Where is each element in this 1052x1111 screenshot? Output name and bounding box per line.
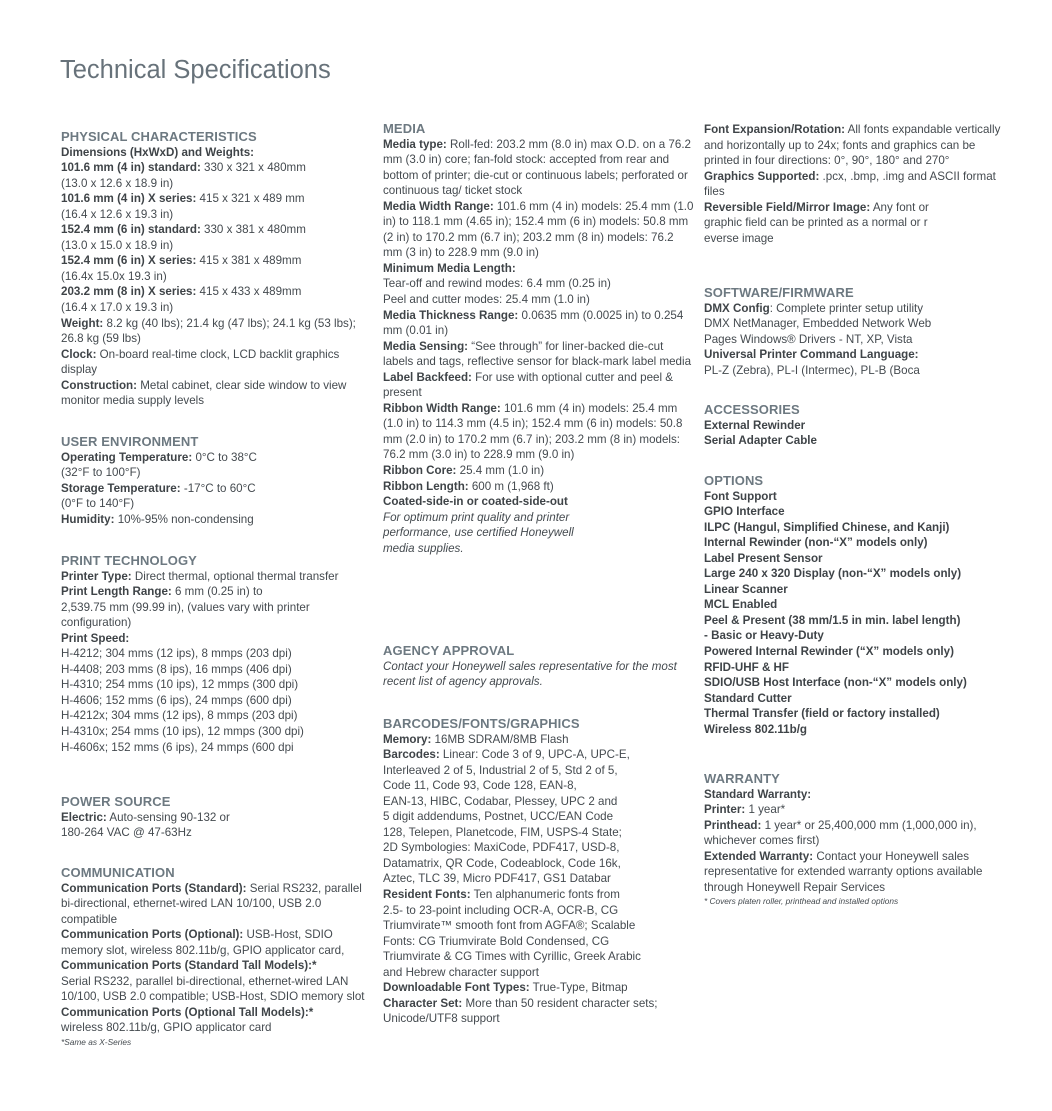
spec-value: 0°C to 38°C <box>192 450 257 464</box>
spec-label: Extended Warranty: <box>704 849 814 863</box>
spec-label: Operating Temperature: <box>61 450 193 464</box>
spec-value: Contact your Honeywell sales representative for extended warranty options available through Honeywell Repair Services <box>704 849 983 894</box>
spec-row <box>61 238 373 254</box>
spec-label: Weight: <box>61 316 104 330</box>
section-communication <box>61 865 373 1048</box>
section-heading: WARRANTY <box>704 771 780 786</box>
list-item: RFID-UHF & HF <box>704 660 790 674</box>
spec-label: Construction: <box>61 378 137 392</box>
spec-value: 10%-95% non-condensing <box>114 512 254 526</box>
speed-row: H-4310x; 254 mms (10 ips), 12 mmps (300 dpi) <box>61 724 304 738</box>
spec-label: Print Length Range: <box>61 585 172 599</box>
spec-value: 2D Symbologies: MaxiCode, PDF417, USD-8, <box>383 841 620 855</box>
spec-row <box>61 269 373 285</box>
spec-label: Electric: <box>61 810 107 824</box>
spec-value: 25.4 mm (1.0 in) <box>456 463 545 477</box>
list-item: MCL Enabled <box>704 598 778 612</box>
spec-value: Aztec, TLC 39, Micro PDF417, GS1 Databar <box>383 872 611 886</box>
spec-label: Printer Type: <box>61 569 132 583</box>
spec-value: (16.4 x 12.6 x 19.3 in) <box>61 207 174 221</box>
spec-value: everse image <box>704 231 774 245</box>
spec-label: Humidity: <box>61 512 115 526</box>
spec-value: (13.0 x 12.6 x 18.9 in) <box>61 176 174 190</box>
spec-label: Ribbon Core: <box>383 463 457 477</box>
spec-label: 203.2 mm (8 in) X series: <box>61 285 197 299</box>
section-heading: ACCESSORIES <box>704 402 800 417</box>
section-software-firmware <box>704 285 1016 378</box>
spec-weight <box>61 316 373 347</box>
spec-value: 415 x 321 x 489 mm <box>196 192 305 206</box>
section-warranty <box>704 771 1016 907</box>
spec-label: Label Backfeed: <box>383 370 472 384</box>
section-print-technology <box>61 553 373 755</box>
section-options <box>704 473 1016 737</box>
spec-label: Graphics Supported: <box>704 169 820 183</box>
spec-value: 2,539.75 mm (99.99 in), (values vary with printer configuration) <box>61 600 310 630</box>
spec-value: Triumvirate™ smooth font from AGFA®; Scalable <box>383 919 636 933</box>
spec-value: .pcx, .bmp, .img and ASCII format files <box>704 169 996 199</box>
spec-value: All fonts expandable vertically and horizontally up to 24x; fonts and graphics can be printed in four directions: 0°, 90°, 180° and 270° <box>704 123 1001 168</box>
page-title: Technical Specifications <box>60 56 331 84</box>
speed-row: H-4408; 203 mms (8 ips), 16 mmps (406 dpi) <box>61 662 292 676</box>
spec-row <box>61 191 373 207</box>
spec-label: 152.4 mm (6 in) standard: <box>61 223 201 237</box>
spec-label: 101.6 mm (4 in) X series: <box>61 192 197 206</box>
spec-label: Character Set: <box>383 996 463 1010</box>
spec-value: USB-Host, SDIO memory slot, wireless 802.11b/g, GPIO applicator card, <box>61 928 345 957</box>
list-item: - Basic or Heavy-Duty <box>704 629 824 643</box>
list-item: Standard Cutter <box>704 691 792 705</box>
spec-value: (13.0 x 15.0 x 18.9 in) <box>61 238 174 252</box>
spec-value: Auto-sensing 90-132 or <box>106 810 230 824</box>
spec-row <box>61 160 373 176</box>
spec-label: Printer: <box>704 803 746 817</box>
spec-label: DMX Config <box>704 301 770 315</box>
spec-value: 180-264 VAC @ 47-63Hz <box>61 826 192 840</box>
spec-value: Peel and cutter modes: 25.4 mm (1.0 in) <box>383 292 590 306</box>
list-item: Peel & Present (38 mm/1.5 in min. label length) <box>704 613 961 627</box>
spec-value: 1 year* <box>745 803 786 817</box>
spec-value: 128, Telepen, Planetcode, FIM, USPS-4 State; <box>383 825 622 839</box>
media-note: performance, use certified Honeywell <box>383 526 574 540</box>
spec-label: Storage Temperature: <box>61 481 181 495</box>
speed-row: H-4606; 152 mms (6 ips), 24 mmps (600 dpi) <box>61 693 292 707</box>
spec-value: 2.5- to 23-point including OCR-A, OCR-B, CG <box>383 903 619 917</box>
section-heading: OPTIONS <box>704 473 764 488</box>
spec-value: 415 x 433 x 489mm <box>196 285 302 299</box>
media-note: For optimum print quality and printer <box>383 510 570 524</box>
spec-row <box>61 253 373 269</box>
spec-value: 600 m (1,968 ft) <box>468 479 554 493</box>
section-heading: POWER SOURCE <box>61 794 171 809</box>
list-item: GPIO Interface <box>704 505 785 519</box>
spec-label: Reversible Field/Mirror Image: <box>704 200 871 214</box>
spec-label: Barcodes: <box>383 748 440 762</box>
section-heading: AGENCY APPROVAL <box>383 643 515 658</box>
section-heading: MEDIA <box>383 121 426 136</box>
spec-value: Serial RS232, parallel bi-directional, ethernet-wired LAN 10/100, USB 2.0 compatible <box>61 881 362 926</box>
spec-value: 101.6 mm (4 in) models: 25.4 mm (1.0 in) to 114.3 mm (4.5 in); 152.4 mm (6 in) models: 50.8 mm (2.0 in) to 170.2 mm (6.7 in); 203.2 mm (8 in) models: 76.2 mm (3.0 in) to 228.9 mm (9.0 in) <box>383 401 683 462</box>
section-barcodes-fonts-graphics <box>383 716 695 1027</box>
spec-value: True-Type, Bitmap <box>529 981 628 995</box>
spec-value: Metal cabinet, clear side window to view monitor media supply levels <box>61 378 347 408</box>
section-media <box>383 121 695 556</box>
spec-label: Font Expansion/Rotation: <box>704 123 846 136</box>
list-item: Label Present Sensor <box>704 551 823 565</box>
spec-value: 330 x 381 x 480mm <box>200 223 306 237</box>
footnote: * Covers platen roller, printhead and installed options <box>704 896 899 907</box>
spec-value: and Hebrew character support <box>383 965 539 979</box>
spec-value: (32°F to 100°F) <box>61 466 141 480</box>
spec-value: 415 x 381 x 489mm <box>196 254 302 268</box>
spec-value: 101.6 mm (4 in) models: 25.4 mm (1.0 in) to 118.1 mm (4.65 in); 152.4 mm (6 in) models: 50.8 mm (2 in) to 170.2 mm (6.7 in); 203.2 mm (8 in) models: 76.2 mm (3 in) to 228.9 mm (9.0 in) <box>383 199 694 260</box>
spec-label: Communication Ports (Standard): <box>61 881 247 895</box>
spec-value: Direct thermal, optional thermal transfer <box>131 569 339 583</box>
spec-row <box>61 176 373 192</box>
spec-label: Print Speed: <box>61 631 130 645</box>
spec-value: Code 11, Code 93, Code 128, EAN-8, <box>383 779 577 793</box>
list-item: SDIO/USB Host Interface (non-“X” models only) <box>704 676 967 690</box>
section-agency-approval <box>383 643 695 690</box>
spec-value: (16.4 x 17.0 x 19.3 in) <box>61 300 174 314</box>
spec-value: 6 mm (0.25 in) to <box>171 585 263 599</box>
section-accessories <box>704 402 1016 449</box>
spec-value: Tear-off and rewind modes: 6.4 mm (0.25 in) <box>383 277 611 291</box>
spec-value: Triumvirate & CG Times with Cyrillic, Greek Arabic <box>383 950 641 964</box>
spec-construction <box>61 378 373 409</box>
spec-value: PL-Z (Zebra), PL-I (Intermec), PL-B (Boca <box>704 363 920 377</box>
spec-value: Linear: Code 3 of 9, UPC-A, UPC-E, <box>439 748 630 762</box>
spec-label: Ribbon Width Range: <box>383 401 501 415</box>
spec-value: More than 50 resident character sets; Unicode/UTF8 support <box>383 996 658 1026</box>
spec-value: Roll-fed: 203.2 mm (8.0 in) max O.D. on a 76.2 mm (3.0 in) core; fan-fold stock: accepted from rear and bottom of printer; die-cut or continuous labels; perforated or continuous tag/ ticket stock <box>383 137 691 198</box>
spec-row <box>61 284 373 300</box>
agency-text: Contact your Honeywell sales representative for the most recent list of agency approvals. <box>383 659 677 689</box>
section-physical-characteristics <box>61 129 373 409</box>
spec-label: 101.6 mm (4 in) standard: <box>61 161 201 175</box>
footnote: *Same as X-Series <box>61 1036 132 1047</box>
spec-clock <box>61 347 373 378</box>
spec-label: Communication Ports (Optional Tall Models):* <box>61 1005 314 1019</box>
list-item: Internal Rewinder (non-“X” models only) <box>704 536 928 550</box>
spec-row <box>61 300 373 316</box>
spec-value: 8.2 kg (40 lbs); 21.4 kg (47 lbs); 24.1 kg (53 lbs); 26.8 kg (59 lbs) <box>61 316 356 346</box>
spec-value: : Complete printer setup utility <box>769 301 924 315</box>
section-heading: USER ENVIRONMENT <box>61 434 199 449</box>
list-item: Thermal Transfer (field or factory installed) <box>704 707 940 721</box>
spec-value: Fonts: CG Triumvirate Bold Condensed, CG <box>383 934 610 948</box>
spec-value: 5 digit addendums, Postnet, UCC/EAN Code <box>383 810 614 824</box>
spec-value: “See through” for liner-backed die-cut labels and tags, reflective sensor for black-mark label media <box>383 339 692 369</box>
spec-value: -17°C to 60°C <box>180 481 256 495</box>
spec-label: Dimensions (HxWxD) and Weights: <box>61 145 255 159</box>
spec-label: Ribbon Length: <box>383 479 469 493</box>
list-item: External Rewinder <box>704 418 806 432</box>
spec-value: wireless 802.11b/g, GPIO applicator card <box>61 1021 272 1035</box>
spec-label: Minimum Media Length: <box>383 261 516 275</box>
spec-label: Media type: <box>383 137 447 151</box>
section-user-environment <box>61 434 373 527</box>
list-item: Linear Scanner <box>704 582 788 596</box>
spec-label: Clock: <box>61 347 97 361</box>
spec-value: DMX NetManager, Embedded Network Web <box>704 317 932 331</box>
list-item: Font Support <box>704 489 777 503</box>
spec-label: Media Sensing: <box>383 339 469 353</box>
spec-label: Standard Warranty: <box>704 787 812 801</box>
spec-label: Resident Fonts: <box>383 887 471 901</box>
spec-value: Serial RS232, parallel bi-directional, ethernet-wired LAN 10/100, USB 2.0 compatible; USB-Host, SDIO memory slot <box>61 974 365 1004</box>
spec-label: Coated-side-in or coated-side-out <box>383 495 568 509</box>
spec-label: Memory: <box>383 732 432 746</box>
spec-value: Interleaved 2 of 5, Industrial 2 of 5, Std 2 of 5, <box>383 763 618 777</box>
spec-label: Media Thickness Range: <box>383 308 519 322</box>
list-item: Serial Adapter Cable <box>704 434 817 448</box>
section-heading: COMMUNICATION <box>61 865 175 880</box>
spec-value: EAN-13, HIBC, Codabar, Plessey, UPC 2 and <box>383 794 618 808</box>
speed-row: H-4606x; 152 mms (6 ips), 24 mmps (600 dpi <box>61 740 294 754</box>
spec-row <box>61 207 373 223</box>
speed-row: H-4212; 304 mms (12 ips), 8 mmps (203 dpi) <box>61 647 292 661</box>
section-heading: PRINT TECHNOLOGY <box>61 553 197 568</box>
spec-value: Datamatrix, QR Code, Codeablock, Code 16k, <box>383 856 621 870</box>
section-heading: PHYSICAL CHARACTERISTICS <box>61 129 257 144</box>
media-note: media supplies. <box>383 541 464 555</box>
spec-value: (16.4x 15.0x 19.3 in) <box>61 269 167 283</box>
section-heading: SOFTWARE/FIRMWARE <box>704 285 854 300</box>
spec-value: 1 year* or 25,400,000 mm (1,000,000 in), whichever comes first) <box>704 818 977 848</box>
spec-value: On-board real-time clock, LCD backlit graphics display <box>61 347 340 377</box>
list-item: Powered Internal Rewinder (“X” models only) <box>704 644 954 658</box>
speed-row: H-4212x; 304 mms (12 ips), 8 mmps (203 dpi) <box>61 709 298 723</box>
speed-row: H-4310; 254 mms (10 ips), 12 mmps (300 dpi) <box>61 678 299 692</box>
spec-label: Downloadable Font Types: <box>383 981 530 995</box>
list-item: Large 240 x 320 Display (non-“X” models only) <box>704 567 962 581</box>
list-item: Wireless 802.11b/g <box>704 722 808 736</box>
spec-label: Printhead: <box>704 818 762 832</box>
spec-value: 0.0635 mm (0.0025 in) to 0.254 mm (0.01 in) <box>383 308 684 338</box>
spec-label: Media Width Range: <box>383 199 494 213</box>
spec-label: Communication Ports (Optional): <box>61 928 244 942</box>
spec-value: (0°F to 140°F) <box>61 497 135 511</box>
spec-label: 152.4 mm (6 in) X series: <box>61 254 197 268</box>
section-heading: BARCODES/FONTS/GRAPHICS <box>383 716 580 731</box>
section-graphics-continued <box>704 122 1004 246</box>
spec-value: Any font or <box>870 200 929 214</box>
spec-row <box>61 222 373 238</box>
spec-value: Pages Windows® Drivers - NT, XP, Vista <box>704 332 913 346</box>
spec-value: 16MB SDRAM/8MB Flash <box>431 732 569 746</box>
spec-value: 330 x 321 x 480mm <box>200 161 306 175</box>
spec-value: Ten alphanumeric fonts from <box>470 887 620 901</box>
spec-label: Universal Printer Command Language: <box>704 348 919 362</box>
section-power-source <box>61 794 373 841</box>
spec-label: Communication Ports (Standard Tall Models):* <box>61 959 317 973</box>
spec-value: graphic field can be printed as a normal or r <box>704 216 928 230</box>
spec-value: For use with optional cutter and peel & present <box>383 370 673 400</box>
list-item: ILPC (Hangul, Simplified Chinese, and Kanji) <box>704 520 950 534</box>
